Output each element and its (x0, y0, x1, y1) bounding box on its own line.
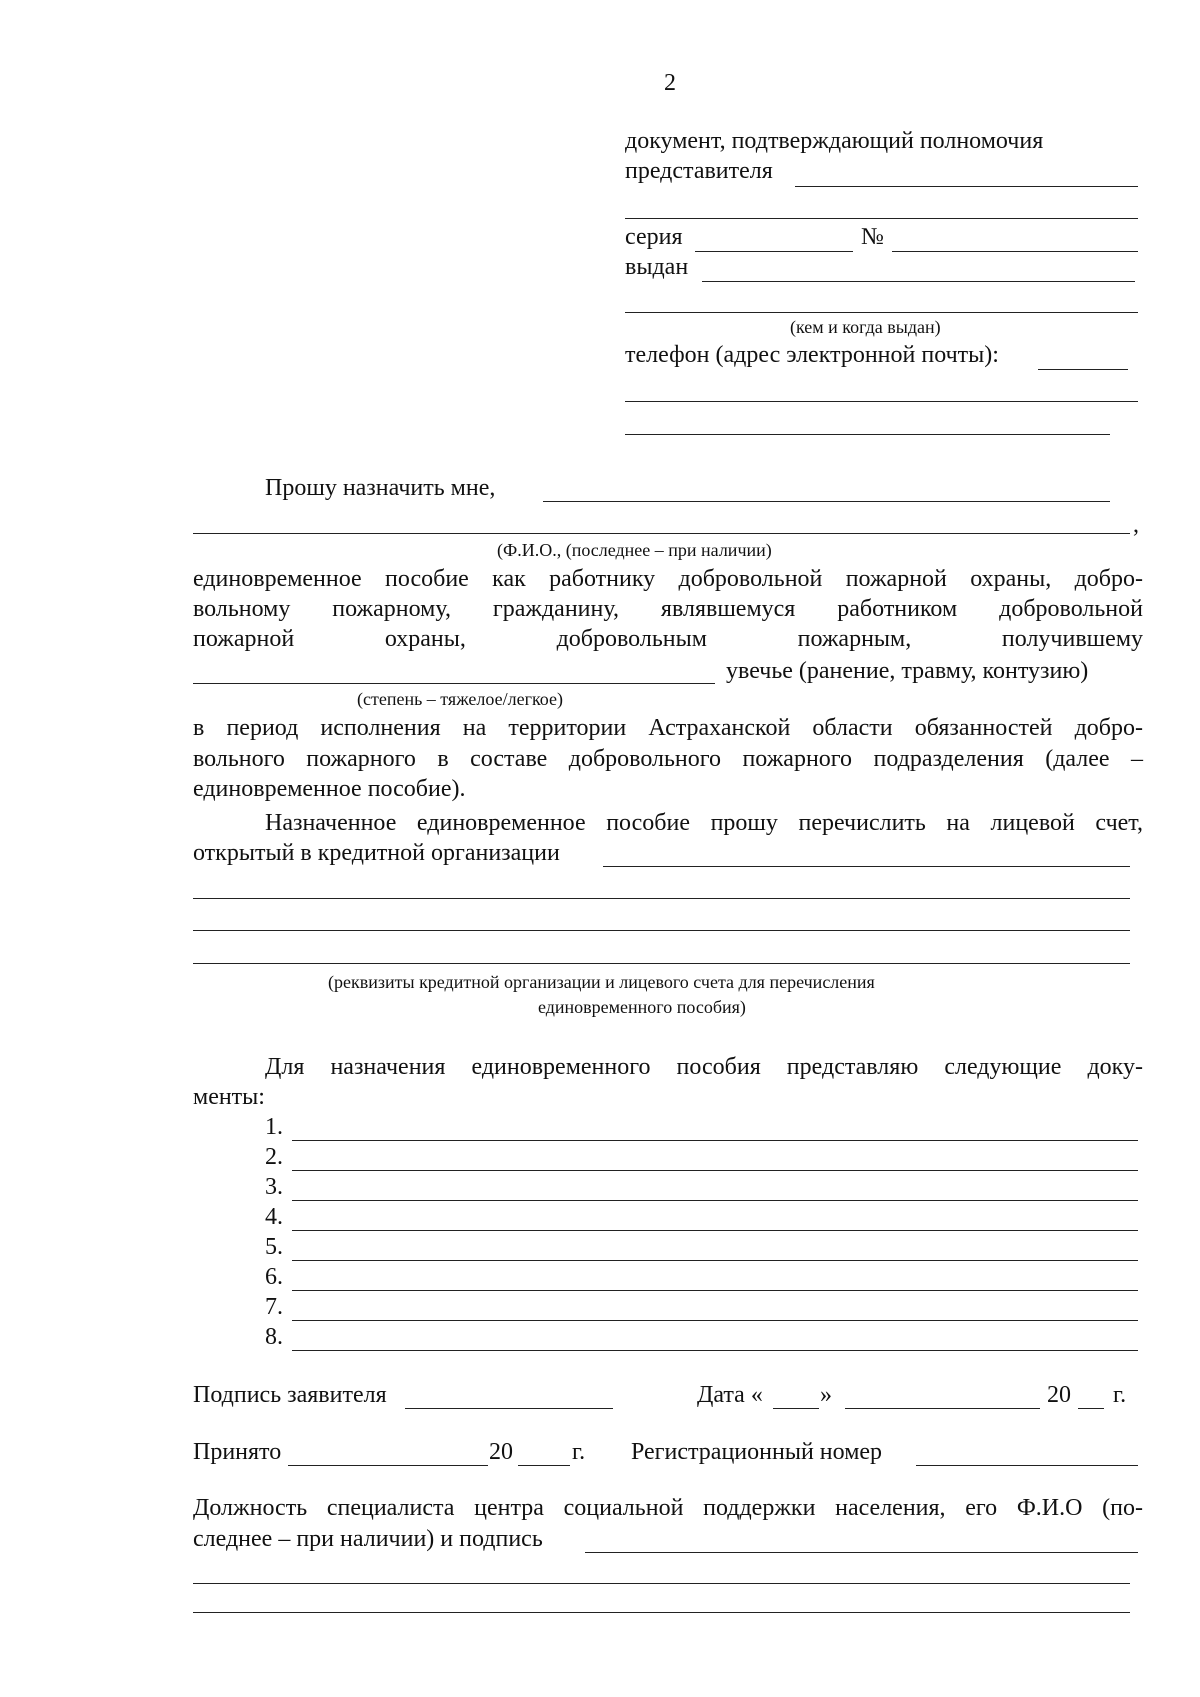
fio-caption: (Ф.И.О., (последнее – при наличии) (497, 540, 772, 560)
series-field[interactable] (695, 251, 853, 252)
signature-field[interactable] (405, 1408, 613, 1409)
document-item-2-field[interactable] (292, 1170, 1138, 1171)
paragraph-2-line-1: в период исполнения на территории Астраханской области обязанностей добро- (193, 715, 1143, 741)
signature-label: Подпись заявителя (193, 1382, 387, 1408)
request-intro: Прошу назначить мне, (265, 475, 496, 501)
bank-field-extra-2[interactable] (193, 930, 1130, 931)
representative-field-extra[interactable] (625, 218, 1138, 219)
date-day-field[interactable] (773, 1408, 819, 1409)
phone-field-extra-2[interactable] (625, 434, 1110, 435)
number-label: № (861, 224, 884, 250)
document-item-3-field[interactable] (292, 1200, 1138, 1201)
representative-doc-label: документ, подтверждающий полномочия (625, 128, 1044, 154)
date-month-field[interactable] (845, 1408, 1040, 1409)
documents-intro-line-1: Для назначения единовременного пособия представляю следующие доку- (265, 1054, 1143, 1080)
specialist-field-extra-1[interactable] (193, 1583, 1130, 1584)
bank-field[interactable] (603, 866, 1130, 867)
document-item-8-number: 8. (265, 1324, 283, 1350)
bank-caption-line-1: (реквизиты кредитной организации и лицевого счета для перечисления (328, 972, 875, 992)
paragraph-3-line-2: открытый в кредитной организации (193, 840, 560, 866)
issued-field[interactable] (702, 281, 1135, 282)
paragraph-1-line-4: увечье (ранение, травму, контузию) (726, 658, 1089, 684)
paragraph-1-line-1: единовременное пособие как работнику добровольной пожарной охраны, добро- (193, 566, 1143, 592)
registration-number-label: Регистрационный номер (631, 1439, 883, 1465)
page-number: 2 (664, 70, 676, 96)
document-item-6-number: 6. (265, 1264, 283, 1290)
document-item-1-field[interactable] (292, 1140, 1138, 1141)
document-item-7-field[interactable] (292, 1320, 1138, 1321)
specialist-line-1: Должность специалиста центра социальной поддержки населения, его Ф.И.О (по- (193, 1495, 1143, 1521)
issued-field-extra[interactable] (625, 312, 1138, 313)
specialist-line-2: следнее – при наличии) и подпись (193, 1526, 543, 1552)
document-item-7-number: 7. (265, 1294, 283, 1320)
date-label: Дата « (697, 1382, 763, 1408)
accepted-label: Принято (193, 1439, 282, 1465)
document-item-8-field[interactable] (292, 1350, 1138, 1351)
accepted-year-suffix: г. (572, 1439, 586, 1465)
accepted-year-prefix: 20 (489, 1439, 513, 1465)
document-item-4-number: 4. (265, 1204, 283, 1230)
issued-label: выдан (625, 254, 689, 280)
phone-field-extra-1[interactable] (625, 401, 1138, 402)
request-fio-field-extra[interactable] (193, 533, 1130, 534)
bank-caption-line-2: единовременного пособия) (538, 997, 746, 1017)
documents-intro-line-2: менты: (193, 1084, 265, 1110)
paragraph-2-line-2: вольного пожарного в составе добровольного пожарного подразделения (далее – (193, 746, 1143, 772)
specialist-field-extra-2[interactable] (193, 1612, 1130, 1613)
paragraph-3-line-1: Назначенное единовременное пособие прошу перечислить на лицевой счет, (265, 810, 1143, 836)
paragraph-1-line-3: пожарной охраны, добровольным пожарным, получившему (193, 626, 1143, 652)
paragraph-2-line-3: единовременное пособие). (193, 776, 466, 802)
injury-degree-field[interactable] (193, 683, 715, 684)
paragraph-1-line-2: вольному пожарному, гражданину, являвшемуся работником добровольной (193, 596, 1143, 622)
year-field[interactable] (1078, 1408, 1104, 1409)
document-item-3-number: 3. (265, 1174, 283, 1200)
document-item-4-field[interactable] (292, 1230, 1138, 1231)
document-item-5-field[interactable] (292, 1260, 1138, 1261)
phone-label: телефон (адрес электронной почты): (625, 342, 999, 368)
degree-caption: (степень – тяжелое/легкое) (357, 689, 563, 709)
request-comma: , (1133, 512, 1139, 538)
representative-label: представителя (625, 158, 773, 184)
date-close-quote: » (820, 1382, 832, 1408)
year-prefix: 20 (1047, 1382, 1071, 1408)
representative-field[interactable] (795, 186, 1138, 187)
year-suffix: г. (1113, 1382, 1127, 1408)
bank-field-extra-3[interactable] (193, 963, 1130, 964)
accepted-year-field[interactable] (518, 1465, 570, 1466)
accepted-date-field[interactable] (288, 1465, 488, 1466)
registration-number-field[interactable] (916, 1465, 1138, 1466)
document-item-1-number: 1. (265, 1114, 283, 1140)
request-fio-field[interactable] (543, 501, 1110, 502)
issued-caption: (кем и когда выдан) (790, 317, 941, 337)
bank-field-extra-1[interactable] (193, 898, 1130, 899)
specialist-field[interactable] (585, 1552, 1138, 1553)
number-field[interactable] (892, 251, 1138, 252)
phone-field[interactable] (1038, 369, 1128, 370)
document-item-6-field[interactable] (292, 1290, 1138, 1291)
document-item-5-number: 5. (265, 1234, 283, 1260)
series-label: серия (625, 224, 683, 250)
document-item-2-number: 2. (265, 1144, 283, 1170)
